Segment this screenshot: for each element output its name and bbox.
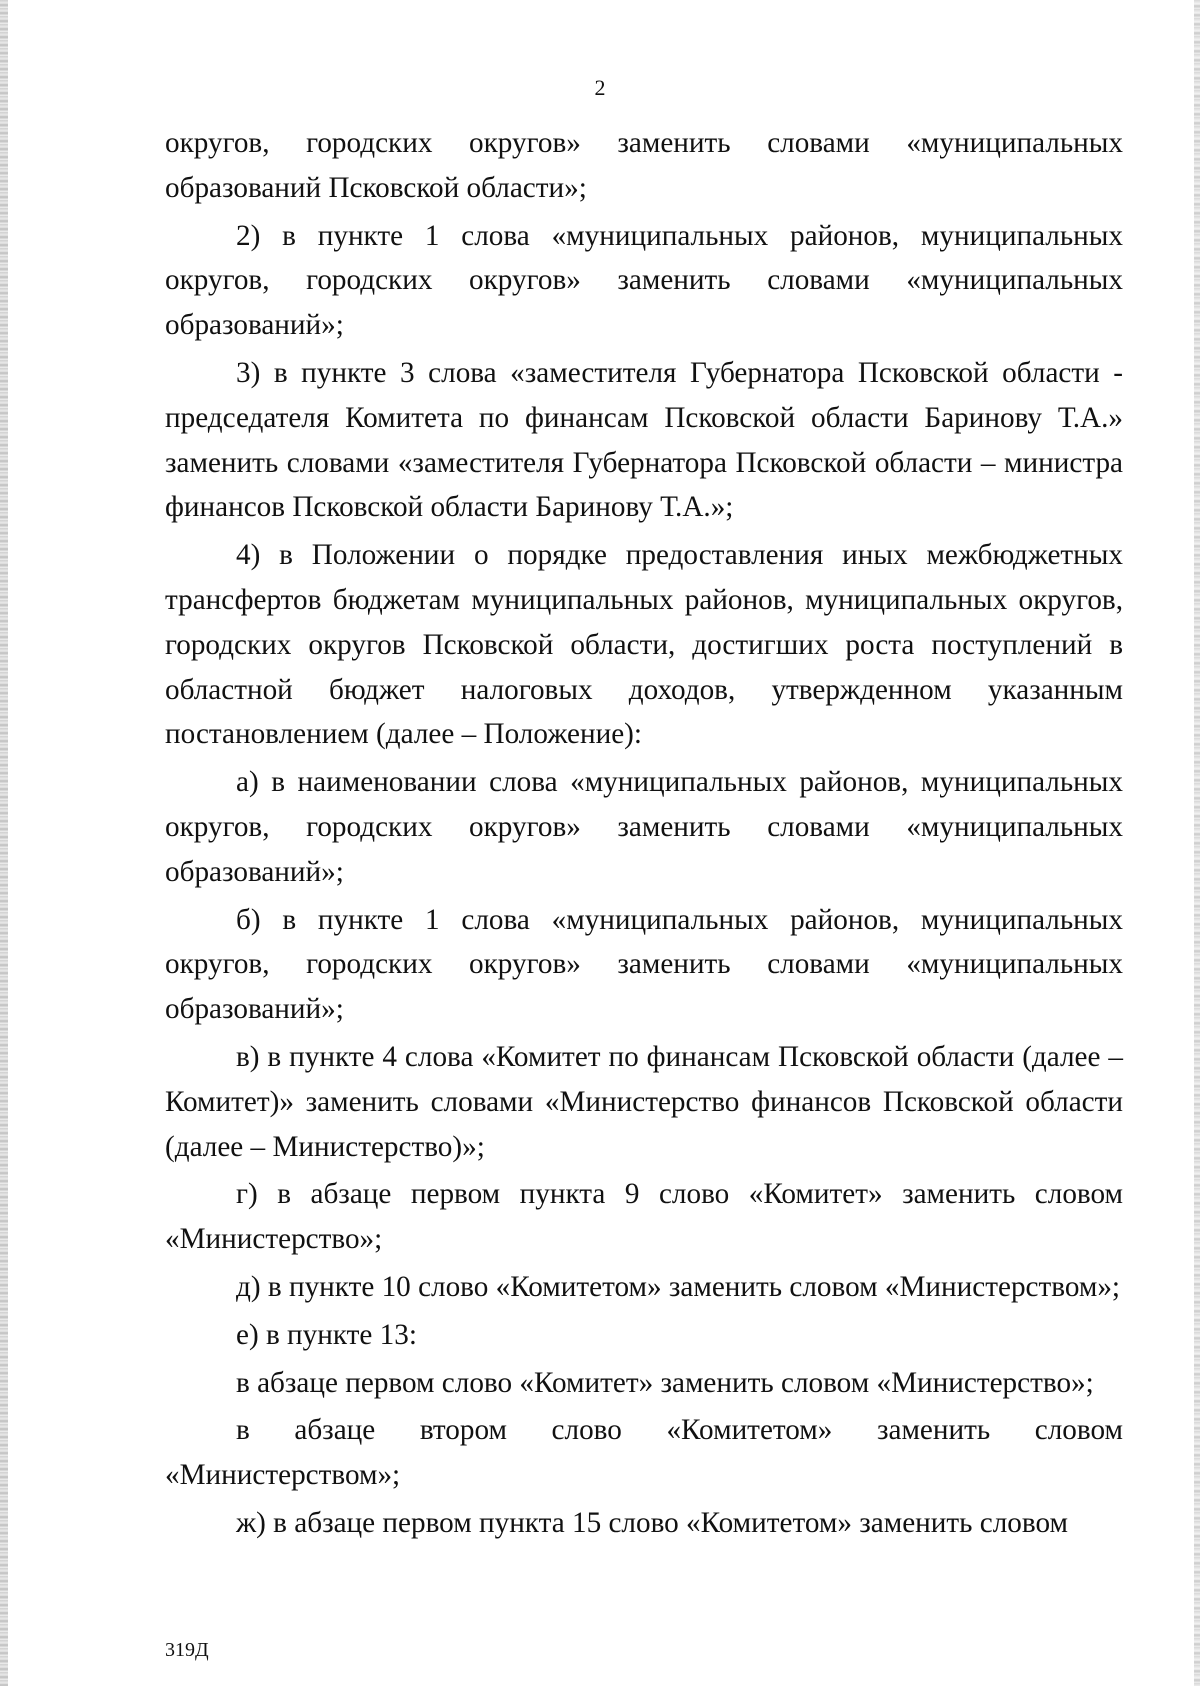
scan-edge-right — [1194, 0, 1200, 1686]
paragraph-subitem-d: д) в пункте 10 слово «Комитетом» заменить словом «Министерством»; — [236, 1270, 1121, 1303]
paragraph-subitem-b: б) в пункте 1 слова «муниципальных районов, муниципальных округов, городских округов» заменить словами «муниципальных образований»; — [165, 903, 1123, 1026]
document-code: 319Д — [165, 1639, 209, 1661]
document-body — [165, 121, 1123, 1549]
scan-edge-left — [0, 0, 8, 1686]
paragraph-item-4: 4) в Положении о порядке предоставления иных межбюджетных трансфертов бюджетам муниципальных районов, муниципальных округов, городских округов Псковской области, достигших роста поступлений в областной бюджет налоговых доходов, утвержденном указанным постановлением (далее – Положение): — [165, 539, 1123, 751]
paragraph-item-3: 3) в пункте 3 слова «заместителя Губернатора Псковской области - председателя Комитета по финансам Псковской области Баринову Т.А.» заменить словами «заместителя Губернатора Псковской области – министра финансов Псковской области Баринову Т.А.»; — [165, 356, 1123, 524]
paragraph-item-2: 2) в пункте 1 слова «муниципальных районов, муниципальных округов, городских округов» заменить словами «муниципальных образований»; — [165, 219, 1123, 342]
paragraph-subitem-zh: ж) в абзаце первом пункта 15 слово «Комитетом» заменить словом — [236, 1506, 1068, 1539]
paragraph-subitem-v: в) в пункте 4 слова «Комитет по финансам Псковской области (далее – Комитет)» заменить словами «Министерство финансов Псковской области (далее – Министерство)»; — [165, 1040, 1123, 1163]
paragraph-subitem-e-first: в абзаце первом слово «Комитет» заменить словом «Министерство»; — [236, 1366, 1094, 1399]
paragraph-subitem-e: е) в пункте 13: — [236, 1318, 417, 1351]
paragraph-subitem-e-second: в абзаце втором слово «Комитетом» заменить словом «Министерством»; — [165, 1414, 1123, 1492]
paragraph-subitem-g: г) в абзаце первом пункта 9 слово «Комитет» заменить словом «Министерство»; — [165, 1178, 1123, 1256]
page-number: 2 — [594, 75, 606, 100]
paragraph-subitem-a: а) в наименовании слова «муниципальных районов, муниципальных округов, городских округов» заменить словами «муниципальных образований»; — [165, 766, 1123, 888]
paragraph-continuation: округов, городских округов» заменить словами «муниципальных образований Псковской области»; — [165, 127, 1123, 204]
